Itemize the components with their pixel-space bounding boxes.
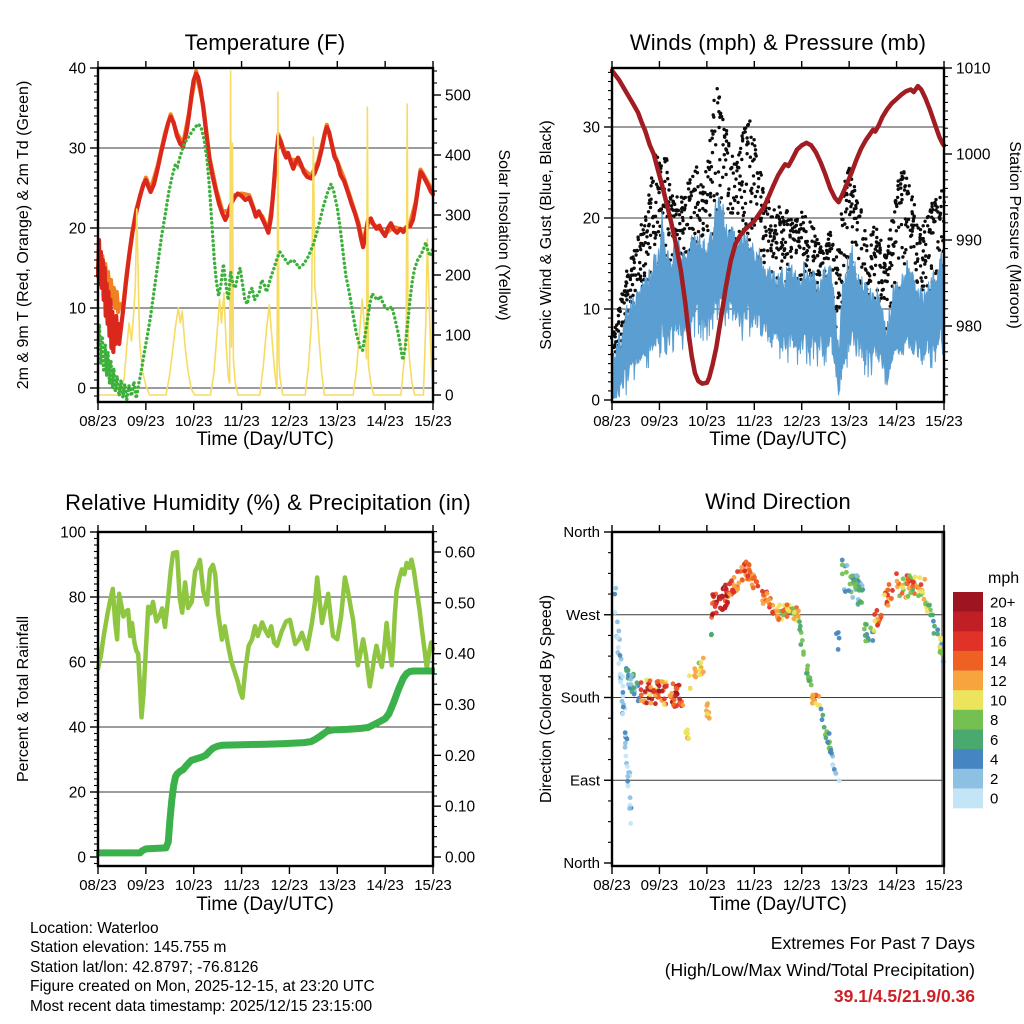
svg-text:12/23: 12/23 [782, 413, 821, 430]
svg-text:100: 100 [445, 327, 471, 345]
svg-text:13/23: 13/23 [318, 877, 357, 894]
panel-title-winds-pressure: Winds (mph) & Pressure (mb) [629, 30, 927, 55]
temperature-series [98, 71, 433, 400]
svg-text:20: 20 [582, 210, 600, 228]
svg-text:200: 200 [445, 267, 471, 285]
svg-text:15/23: 15/23 [414, 413, 452, 430]
svg-text:North: North [563, 855, 600, 872]
svg-text:11/23: 11/23 [736, 413, 773, 430]
svg-text:11/23: 11/23 [223, 413, 260, 430]
yaxis-label-solar: Solar Insolation (Yellow) [495, 149, 512, 321]
svg-text:14/23: 14/23 [877, 413, 916, 430]
svg-text:15/23: 15/23 [925, 877, 963, 894]
svg-text:1000: 1000 [956, 146, 991, 164]
svg-text:0.40: 0.40 [445, 646, 476, 664]
xaxis-label-humidity: Time (Day/UTC) [196, 894, 334, 915]
svg-text:15/23: 15/23 [414, 877, 452, 894]
svg-text:08/23: 08/23 [79, 413, 117, 430]
speed-colorbar [953, 592, 1016, 808]
svg-text:North: North [563, 524, 600, 542]
extremes-summary [600, 930, 975, 1010]
svg-text:09/23: 09/23 [127, 413, 165, 430]
svg-text:14/23: 14/23 [366, 877, 404, 894]
svg-text:11/23: 11/23 [223, 877, 260, 894]
svg-text:14/23: 14/23 [366, 413, 404, 430]
svg-text:300: 300 [445, 207, 471, 225]
footer-elevation: Station elevation: 145.755 m [30, 939, 227, 957]
svg-text:12/23: 12/23 [270, 877, 309, 894]
svg-text:2: 2 [990, 771, 999, 789]
footer-timestamp: Most recent data timestamp: 2025/12/15 23:15:00 [30, 997, 373, 1015]
svg-text:08/23: 08/23 [593, 413, 631, 430]
yaxis-label-wind-gust: Sonic Wind & Gust (Blue, Black) [538, 120, 555, 350]
svg-text:14/23: 14/23 [877, 877, 916, 894]
svg-text:11/23: 11/23 [736, 877, 773, 894]
footer-latlon: Station lat/lon: 42.8797; -76.8126 [30, 958, 259, 976]
yaxis-label-direction: Direction (Colored By Speed) [538, 594, 555, 804]
svg-text:0: 0 [77, 380, 86, 398]
svg-text:0: 0 [591, 392, 600, 410]
extremes-values: 39.1/4.5/21.9/0.36 [833, 986, 975, 1007]
svg-text:13/23: 13/23 [318, 413, 357, 430]
svg-text:20+: 20+ [990, 594, 1016, 612]
svg-text:12/23: 12/23 [270, 413, 309, 430]
svg-text:0.10: 0.10 [445, 798, 476, 816]
svg-text:08/23: 08/23 [593, 877, 631, 894]
extremes-title: Extremes For Past 7 Days [770, 933, 975, 953]
svg-text:4: 4 [990, 751, 999, 769]
svg-text:08/23: 08/23 [79, 877, 117, 894]
station-metadata [30, 919, 375, 1016]
xaxis-label-winds: Time (Day/UTC) [709, 429, 847, 450]
svg-text:09/23: 09/23 [127, 877, 165, 894]
svg-text:12: 12 [990, 672, 1007, 690]
yaxis-label-temperature: 2m & 9m T (Red, Orange) & 2m Td (Green) [15, 80, 32, 390]
svg-text:10/23: 10/23 [688, 877, 726, 894]
svg-text:980: 980 [956, 318, 982, 336]
svg-text:10/23: 10/23 [174, 413, 213, 430]
svg-text:18: 18 [990, 613, 1007, 631]
svg-text:6: 6 [990, 731, 999, 749]
xaxis-label-direction: Time (Day/UTC) [709, 894, 847, 915]
svg-text:0.60: 0.60 [445, 544, 476, 562]
svg-text:30: 30 [68, 140, 86, 158]
svg-text:15/23: 15/23 [925, 413, 963, 430]
svg-text:0: 0 [77, 849, 86, 867]
svg-text:0.20: 0.20 [445, 747, 476, 765]
svg-text:09/23: 09/23 [640, 413, 679, 430]
svg-text:12/23: 12/23 [782, 877, 821, 894]
svg-text:1010: 1010 [956, 60, 991, 78]
svg-text:East: East [569, 772, 600, 790]
svg-text:20: 20 [68, 784, 86, 802]
series-2m-td [98, 124, 433, 400]
svg-text:13/23: 13/23 [830, 877, 868, 894]
svg-text:0.30: 0.30 [445, 697, 476, 715]
svg-text:10: 10 [68, 300, 86, 318]
svg-text:10: 10 [582, 301, 600, 319]
yaxis-label-pressure: Station Pressure (Maroon) [1006, 141, 1023, 329]
svg-text:40: 40 [68, 60, 86, 78]
svg-text:09/23: 09/23 [640, 877, 679, 894]
svg-text:80: 80 [68, 589, 86, 607]
extremes-subtitle: (High/Low/Max Wind/Total Precipitation) [664, 959, 975, 980]
series-2m-t [98, 74, 433, 352]
series-total-rainfall [98, 671, 433, 853]
svg-text:8: 8 [990, 712, 999, 730]
svg-text:0: 0 [445, 387, 454, 405]
panel-title-wind-direction: Wind Direction [705, 489, 851, 514]
svg-text:100: 100 [60, 524, 86, 542]
footer-created: Figure created on Mon, 2025-12-15, at 23:20 UTC [30, 978, 375, 996]
svg-text:16: 16 [990, 633, 1007, 651]
svg-text:0.50: 0.50 [445, 595, 476, 613]
colorbar-unit-label: mph [988, 570, 1020, 587]
svg-text:10/23: 10/23 [174, 877, 213, 894]
winds-series [609, 71, 946, 399]
svg-text:40: 40 [68, 719, 86, 737]
panel-title-temperature: Temperature (F) [184, 30, 346, 55]
series-sonic-wind [612, 197, 944, 398]
series-relative-humidity [98, 552, 433, 717]
svg-text:30: 30 [582, 119, 600, 137]
svg-text:13/23: 13/23 [830, 413, 868, 430]
svg-text:990: 990 [956, 232, 982, 250]
xaxis-label-temperature: Time (Day/UTC) [196, 429, 334, 450]
direction-dots [612, 558, 945, 826]
svg-text:20: 20 [68, 220, 86, 238]
svg-text:400: 400 [445, 147, 471, 165]
svg-text:10: 10 [990, 692, 1007, 710]
svg-text:West: West [566, 606, 600, 624]
svg-text:0: 0 [990, 790, 999, 808]
footer-location: Location: Waterloo [30, 920, 159, 937]
yaxis-label-percent-rainfall: Percent & Total Rainfall [15, 615, 32, 783]
svg-text:14: 14 [990, 653, 1007, 671]
svg-text:South: South [560, 689, 600, 707]
svg-text:500: 500 [445, 87, 471, 105]
svg-text:0.00: 0.00 [445, 849, 476, 867]
svg-text:60: 60 [68, 654, 86, 672]
panel-title-humidity-precip: Relative Humidity (%) & Precipitation (in) [65, 490, 471, 515]
svg-text:10/23: 10/23 [688, 413, 726, 430]
